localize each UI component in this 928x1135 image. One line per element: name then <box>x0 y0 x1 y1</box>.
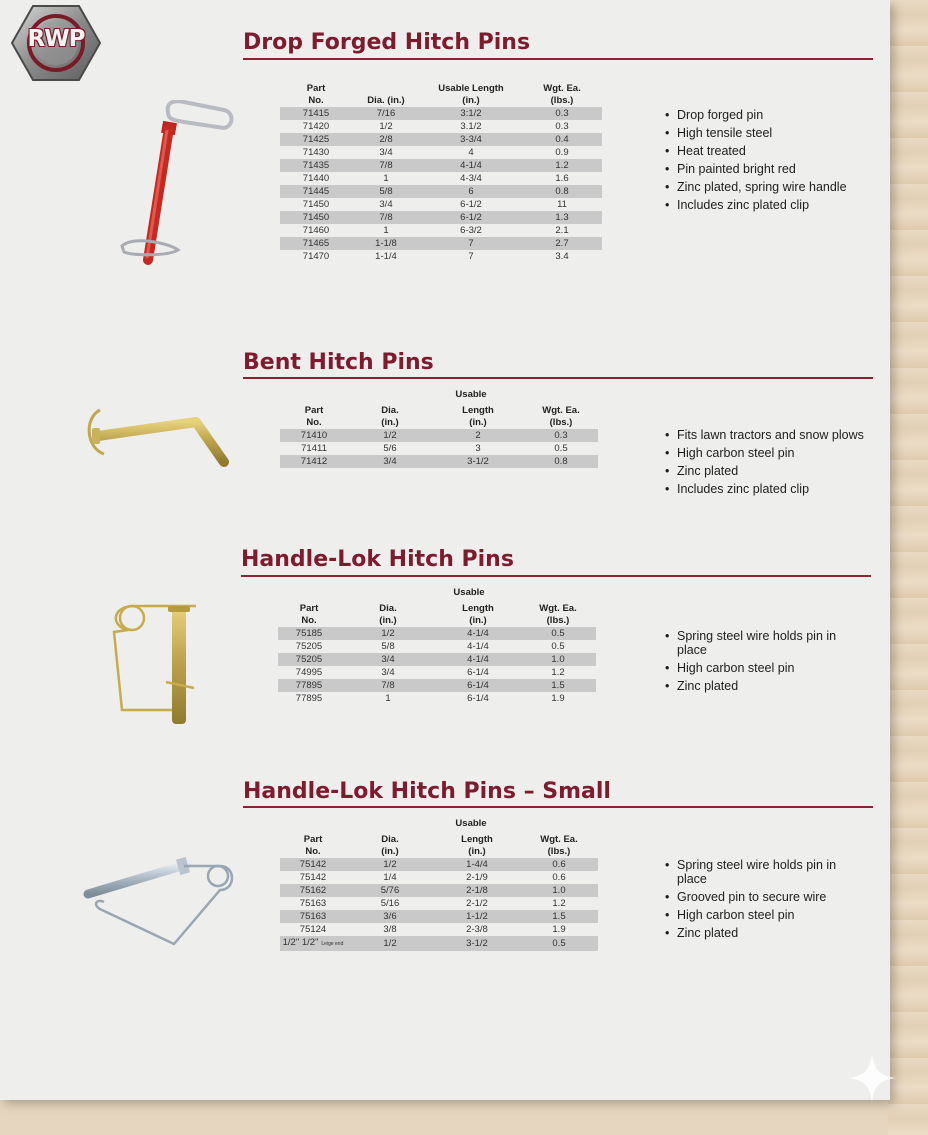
table-row <box>278 627 596 640</box>
section-title-handle-lok: Handle-Lok Hitch Pins <box>241 547 514 572</box>
cell-wgt: 0.6 <box>520 858 598 871</box>
cell-part: 71435 <box>280 159 352 172</box>
cell-dia: 5/8 <box>352 185 420 198</box>
cell-wgt: 1.0 <box>520 884 598 897</box>
cell-length: 3.1/2 <box>460 121 482 132</box>
spec-table-handle-lok-small <box>280 834 598 951</box>
cell-wgt: 0.6 <box>552 872 566 883</box>
table-row <box>278 692 596 705</box>
table-row <box>280 120 602 133</box>
cell-length: 3-1/2 <box>434 936 520 951</box>
part-note: Leige end <box>321 941 344 947</box>
table-row <box>280 455 598 468</box>
col-length: Length (in.) <box>462 603 494 626</box>
cell-part: 71410 <box>280 429 348 442</box>
table-header-row <box>278 603 596 627</box>
cell-wgt: 2.1 <box>555 225 569 236</box>
cell-length: 2-1/2 <box>466 898 488 909</box>
section-rule <box>243 58 873 60</box>
table-row <box>280 429 598 442</box>
feature-item: • Zinc plated <box>665 679 865 693</box>
cell-wgt: 11 <box>557 199 567 210</box>
cell-part: 75185 <box>278 627 340 640</box>
cell-length: 4 <box>468 147 474 158</box>
cell-length: 7 <box>420 237 522 250</box>
cell-dia: 3/8 <box>383 924 397 935</box>
table-row <box>280 936 598 951</box>
cell-dia: 1 <box>383 173 389 184</box>
cell-length: 6-1/2 <box>420 211 522 224</box>
section-title-handle-lok-small: Handle-Lok Hitch Pins – Small <box>243 779 611 804</box>
cell-wgt: 1.3 <box>522 211 602 224</box>
cell-part: 71450 <box>302 199 330 210</box>
cell-wgt: 1.2 <box>522 159 602 172</box>
usable-label: Usable <box>455 818 487 829</box>
cell-length: 4-1/4 <box>436 653 520 666</box>
cell-length: 3-3/4 <box>420 133 522 146</box>
cell-wgt: 0.5 <box>551 641 565 652</box>
table-row <box>280 159 602 172</box>
feature-item: • High carbon steel pin <box>665 908 865 922</box>
table-header-row <box>280 83 602 107</box>
feature-list-bent <box>665 428 865 500</box>
cell-part: 75205 <box>278 653 340 666</box>
cell-length: 2-3/8 <box>466 924 488 935</box>
cell-part: 71465 <box>280 237 352 250</box>
cell-length: 2 <box>432 429 524 442</box>
table-row <box>280 224 602 237</box>
col-weight: Wgt. Ea. (lbs.) <box>542 405 580 428</box>
cell-dia: 3/4 <box>340 653 436 666</box>
col-length: Usable Length (in.) <box>438 83 504 106</box>
cell-dia: 1/2 <box>379 121 393 132</box>
cell-part: 71440 <box>302 173 330 184</box>
table-row <box>280 897 598 910</box>
cell-length: 6-1/2 <box>460 199 482 210</box>
cell-length: 6-1/4 <box>467 667 489 678</box>
cell-dia: 7/8 <box>340 679 436 692</box>
cell-part: 1/2" 1/2" Leige end <box>280 936 346 951</box>
spec-table-drop-forged <box>280 83 602 263</box>
cell-wgt: 1.6 <box>555 173 569 184</box>
cell-part: 71460 <box>302 225 330 236</box>
col-weight: Wgt. Ea. (lbs.) <box>539 603 577 626</box>
cell-wgt: 0.3 <box>555 121 569 132</box>
cell-wgt: 0.3 <box>524 429 598 442</box>
feature-item: • High tensile steel <box>665 126 875 140</box>
table-row <box>280 198 602 211</box>
cell-wgt: 0.5 <box>520 936 598 951</box>
usable-label: Usable <box>455 389 487 400</box>
cell-length: 4-1/4 <box>467 641 489 652</box>
col-weight: Wgt. Ea. (lbs.) <box>540 834 578 857</box>
section-title-drop-forged: Drop Forged Hitch Pins <box>243 30 531 55</box>
cell-length: 1-4/4 <box>434 858 520 871</box>
cell-dia: 5/16 <box>380 898 400 909</box>
cell-length: 2-1/9 <box>466 872 488 883</box>
table-row <box>278 679 596 692</box>
cell-part: 71470 <box>302 251 330 262</box>
feature-item: • Zinc plated <box>665 926 865 940</box>
cell-part: 71430 <box>302 147 330 158</box>
feature-item: • Grooved pin to secure wire <box>665 890 865 904</box>
cell-wgt: 3.4 <box>555 251 569 262</box>
cell-part: 71411 <box>301 443 327 454</box>
table-header-row <box>280 405 598 429</box>
col-length: Length (in.) <box>462 405 494 428</box>
section-rule <box>241 575 871 577</box>
cell-part: 75142 <box>299 872 327 883</box>
table-row <box>280 910 598 923</box>
feature-item: • Spring steel wire holds pin in place <box>665 629 865 657</box>
cell-part: 71415 <box>280 107 352 120</box>
cell-length: 6 <box>420 185 522 198</box>
table-row <box>280 442 598 455</box>
cell-part: 77895 <box>295 693 323 704</box>
cell-part: 77895 <box>278 679 340 692</box>
cell-length: 2-1/8 <box>434 884 520 897</box>
table-body <box>280 107 602 263</box>
cell-dia: 3/6 <box>346 910 434 923</box>
cell-part: 71412 <box>280 455 348 468</box>
table-body <box>280 429 598 468</box>
col-dia: Dia. (in.) <box>381 405 399 428</box>
cell-dia: 7/16 <box>352 107 420 120</box>
cell-wgt: 1.9 <box>552 924 566 935</box>
cell-part: 75124 <box>299 924 327 935</box>
table-row <box>280 871 598 884</box>
feature-list-handle-lok-small <box>665 858 865 944</box>
cell-part: 75162 <box>280 884 346 897</box>
table-row <box>280 133 602 146</box>
section-rule <box>243 377 873 379</box>
spec-table-handle-lok <box>278 603 596 705</box>
feature-item: • Zinc plated <box>665 464 865 478</box>
col-part-no: Part No. <box>306 83 326 106</box>
cell-part: 71445 <box>280 185 352 198</box>
cell-dia: 1 <box>385 693 391 704</box>
table-row <box>278 653 596 666</box>
table-row <box>278 640 596 653</box>
feature-item: • High carbon steel pin <box>665 446 865 460</box>
table-row <box>280 923 598 936</box>
cell-wgt: 0.8 <box>524 455 598 468</box>
cell-part: 75142 <box>280 858 346 871</box>
cell-wgt: 1.2 <box>551 667 565 678</box>
cell-wgt: 0.5 <box>520 627 596 640</box>
red-hitch-pin-icon <box>112 100 242 280</box>
cell-length: 3-1/2 <box>432 455 524 468</box>
cell-dia: 1-1/8 <box>352 237 420 250</box>
col-part-no: Part No. <box>304 405 324 428</box>
spec-table-bent <box>280 405 598 468</box>
cell-part: 71420 <box>302 121 330 132</box>
cell-dia: 3/4 <box>379 199 393 210</box>
section-title-bent: Bent Hitch Pins <box>243 350 434 375</box>
col-dia: Dia. (in.) <box>379 603 397 626</box>
cell-part: 71450 <box>280 211 352 224</box>
cell-dia: 2/8 <box>352 133 420 146</box>
feature-item: • Spring steel wire holds pin in place <box>665 858 865 886</box>
cell-dia: 7/8 <box>352 159 420 172</box>
cell-length: 3 <box>475 443 481 454</box>
cell-wgt: 0.3 <box>522 107 602 120</box>
wood-background <box>888 0 928 1135</box>
cell-length: 1-1/2 <box>434 910 520 923</box>
table-row <box>280 185 602 198</box>
cell-dia: 3/4 <box>381 667 395 678</box>
table-row <box>280 237 602 250</box>
table-body <box>278 627 596 705</box>
cell-wgt: 0.4 <box>522 133 602 146</box>
table-row <box>280 107 602 120</box>
cell-dia: 5/76 <box>346 884 434 897</box>
col-dia: Dia. (in.) <box>381 834 399 857</box>
cell-wgt: 1.5 <box>520 910 598 923</box>
feature-list-handle-lok <box>665 629 865 697</box>
col-length: Length (in.) <box>461 834 493 857</box>
cell-length: 6-3/2 <box>460 225 482 236</box>
table-row <box>280 146 602 159</box>
cell-dia: 1 <box>383 225 389 236</box>
cell-wgt: 0.8 <box>522 185 602 198</box>
table-row <box>280 211 602 224</box>
cell-dia: 1/2 <box>348 429 432 442</box>
table-row <box>280 858 598 871</box>
cell-wgt: 1.9 <box>551 693 565 704</box>
table-row <box>280 250 602 263</box>
table-row <box>280 884 598 897</box>
handle-lok-pin-icon <box>104 592 214 732</box>
feature-item: • Fits lawn tractors and snow plows <box>665 428 865 442</box>
cell-length: 4-1/4 <box>420 159 522 172</box>
bent-hitch-pin-icon <box>78 398 238 478</box>
table-row <box>280 172 602 185</box>
feature-item: • Pin painted bright red <box>665 162 875 176</box>
cell-length: 4-3/4 <box>460 173 482 184</box>
section-rule <box>243 806 873 808</box>
cell-part: 75205 <box>295 641 323 652</box>
sparkle-icon <box>846 1052 898 1104</box>
table-row <box>278 666 596 679</box>
feature-item: • Includes zinc plated clip <box>665 482 865 496</box>
cell-length: 6-1/4 <box>467 693 489 704</box>
cell-part: 75163 <box>280 910 346 923</box>
cell-part: 75163 <box>299 898 327 909</box>
cell-wgt: 0.9 <box>555 147 569 158</box>
cell-length: 6-1/4 <box>436 679 520 692</box>
feature-list-drop-forged <box>665 108 875 216</box>
col-weight: Wgt. Ea. (lbs.) <box>543 83 581 106</box>
usable-label: Usable <box>453 587 485 598</box>
cell-dia: 1-1/4 <box>375 251 397 262</box>
feature-item: • High carbon steel pin <box>665 661 865 675</box>
cell-wgt: 1.2 <box>552 898 566 909</box>
cell-wgt: 1.5 <box>520 679 596 692</box>
cell-dia: 1/2 <box>346 858 434 871</box>
cell-wgt: 0.5 <box>554 443 568 454</box>
cell-wgt: 2.7 <box>522 237 602 250</box>
cell-dia: 1/4 <box>383 872 397 883</box>
col-part-no: Part No. <box>303 834 323 857</box>
cell-dia: 3/4 <box>348 455 432 468</box>
feature-item: • Heat treated <box>665 144 875 158</box>
cell-length: 7 <box>468 251 474 262</box>
handle-lok-small-pin-icon <box>80 850 240 950</box>
cell-dia: 5/6 <box>383 443 397 454</box>
cell-dia: 1/2 <box>346 936 434 951</box>
cell-part: 74995 <box>295 667 323 678</box>
cell-dia: 7/8 <box>352 211 420 224</box>
feature-item: • Zinc plated, spring wire handle <box>665 180 875 194</box>
feature-item: • Includes zinc plated clip <box>665 198 875 212</box>
cell-length: 4-1/4 <box>436 627 520 640</box>
brand-logo <box>10 4 102 82</box>
cell-wgt: 1.0 <box>520 653 596 666</box>
cell-dia: 3/4 <box>379 147 393 158</box>
logo-text: RWP <box>27 26 85 52</box>
table-header-row <box>280 834 598 858</box>
cell-length: 3:1/2 <box>420 107 522 120</box>
feature-item: • Drop forged pin <box>665 108 875 122</box>
table-body <box>280 858 598 951</box>
col-part-no: Part No. <box>299 603 319 626</box>
col-dia: Dia. (in.) <box>367 95 405 106</box>
cell-dia: 5/8 <box>381 641 395 652</box>
cell-dia: 1/2 <box>340 627 436 640</box>
cell-part: 71425 <box>280 133 352 146</box>
